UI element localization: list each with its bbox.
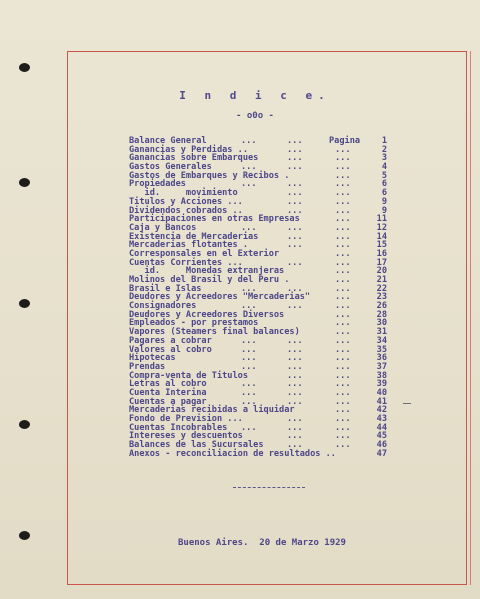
dot-leader: ... xyxy=(335,205,351,216)
dot-leader: ... xyxy=(335,353,351,364)
entry-page-number: 30 xyxy=(376,318,387,329)
dot-leader: ... xyxy=(287,162,303,173)
entry-page-number: 42 xyxy=(376,405,387,416)
entry-page-number: 20 xyxy=(376,266,387,277)
entry-label: Mercaderias recibidas a liquidar xyxy=(129,405,295,416)
dot-leader: ... xyxy=(287,144,303,155)
dot-leader: ... xyxy=(287,179,303,190)
entry-label: Pagares a cobrar xyxy=(129,335,212,346)
binder-hole xyxy=(19,420,30,429)
dot-leader: ... xyxy=(335,361,351,372)
entry-page-number: 9 xyxy=(381,196,387,207)
entry-label: Letras al cobro xyxy=(129,379,207,390)
dot-leader: ... xyxy=(335,266,351,277)
dot-leader: ... xyxy=(335,335,351,346)
entry-label: Compra-venta de Titulos xyxy=(129,370,248,381)
dot-leader: ... xyxy=(287,379,303,390)
entry-label: Dividendos cobrados .. xyxy=(129,205,243,216)
dot-leader: ... xyxy=(287,344,303,355)
entry-page-number: 1 xyxy=(381,136,387,146)
dot-leader: ... xyxy=(335,318,351,329)
binder-hole xyxy=(19,531,30,540)
entry-label: Ganancias sobre Embarques xyxy=(129,153,259,164)
dot-leader: ... xyxy=(335,431,351,442)
page-column-label: Pagina xyxy=(329,136,361,146)
entry-label: Titulos y Acciones ... xyxy=(129,196,243,207)
entry-page-number: 35 xyxy=(376,344,387,355)
dot-leader: ... xyxy=(335,327,351,338)
dot-leader: ... xyxy=(335,309,351,320)
dot-leader: ... xyxy=(335,222,351,233)
dot-leader: ... xyxy=(335,405,351,416)
entry-page-number: 26 xyxy=(376,301,387,312)
dot-leader: ... xyxy=(287,205,303,216)
entry-page-number: 31 xyxy=(376,327,387,338)
entry-page-number: 34 xyxy=(376,335,387,346)
dot-leader: ... xyxy=(335,396,351,407)
dot-leader: ... xyxy=(287,153,303,164)
dot-leader: ... xyxy=(335,275,351,285)
dot-leader: ... xyxy=(241,283,257,294)
dot-leader: ... xyxy=(287,414,303,424)
entry-page-number: 46 xyxy=(376,440,387,451)
dot-leader: ... xyxy=(287,231,303,242)
entry-page-number: 44 xyxy=(376,422,387,433)
dot-leader: ... xyxy=(287,188,303,199)
entry-label: Mercaderias flotantes . xyxy=(129,240,248,251)
dot-leader: ... xyxy=(335,414,351,424)
dot-leader: ... xyxy=(335,240,351,251)
dot-leader: ... xyxy=(241,387,257,398)
dot-leader: ... xyxy=(335,440,351,451)
entry-label: Balances de las Sucursales xyxy=(129,440,264,451)
dot-leader: ... xyxy=(241,353,257,364)
dot-leader: ... xyxy=(241,162,257,173)
entry-page-number: 39 xyxy=(376,379,387,390)
entry-label: Valores al cobro xyxy=(129,344,212,355)
entry-page-number: 12 xyxy=(376,222,387,233)
binder-hole xyxy=(19,178,30,187)
entry-label: id. movimiento xyxy=(129,188,238,199)
entry-label: Vapores (Steamers final balances) xyxy=(129,327,300,338)
entry-label: Participaciones en otras Empresas xyxy=(129,214,300,225)
entry-page-number: 17 xyxy=(376,257,387,268)
separator-line xyxy=(233,487,305,488)
entry-label: Deudores y Acreedores Diversos xyxy=(129,309,285,320)
dot-leader: ... xyxy=(335,257,351,268)
index-entry xyxy=(129,450,387,459)
entry-page-number: 14 xyxy=(376,231,387,242)
entry-page-number: 28 xyxy=(376,309,387,320)
dot-leader: ... xyxy=(335,231,351,242)
entry-page-number: 9 xyxy=(381,205,387,216)
entry-label: Fondo de Prevision ... xyxy=(129,414,243,424)
entry-page-number: 36 xyxy=(376,353,387,364)
dot-leader: ... xyxy=(335,387,351,398)
entry-label: id. Monedas extranjeras xyxy=(129,266,285,277)
dot-leader: ... xyxy=(335,196,351,207)
entry-label: Molinos del Brasil y del Peru . xyxy=(129,275,290,285)
entry-page-number: 6 xyxy=(381,179,387,190)
entry-label: Intereses y descuentos xyxy=(129,431,243,442)
dot-leader: ... xyxy=(287,301,303,312)
dot-leader: ... xyxy=(335,292,351,303)
dot-leader: ... xyxy=(287,222,303,233)
entry-label: Corresponsales en el Exterior xyxy=(129,248,280,259)
entry-label: Deudores y Acreedores "Mercaderias" xyxy=(129,292,311,303)
index-title: I n d i c e. xyxy=(179,89,331,102)
entry-page-number: 38 xyxy=(376,370,387,381)
entry-page-number: 4 xyxy=(381,162,387,173)
dot-leader: ... xyxy=(335,301,351,312)
dot-leader: ... xyxy=(287,335,303,346)
dot-leader: ... xyxy=(335,248,351,259)
dot-leader: ... xyxy=(241,379,257,390)
place-date: Buenos Aires. 20 de Marzo 1929 xyxy=(178,538,346,548)
entry-label: Anexos - reconciliacion de resultados .. xyxy=(129,448,336,459)
dot-leader: ... xyxy=(287,361,303,372)
dot-leader: ... xyxy=(335,283,351,294)
dot-leader: ... xyxy=(287,257,303,268)
dot-leader: ... xyxy=(335,422,351,433)
entry-page-number: 2 xyxy=(381,144,387,155)
index-subtitle: - o0o - xyxy=(236,111,274,121)
entry-page-number: 47 xyxy=(376,448,387,459)
dot-leader: ... xyxy=(287,440,303,451)
dot-leader: ... xyxy=(287,370,303,381)
margin-mark xyxy=(403,403,411,404)
entry-label: Balance General xyxy=(129,136,207,146)
dot-leader: ... xyxy=(335,179,351,190)
dot-leader: ... xyxy=(287,387,303,398)
entry-label: Prendas xyxy=(129,361,166,372)
entry-page-number: 41 xyxy=(376,396,387,407)
entry-page-number: 37 xyxy=(376,361,387,372)
entry-label: Cuentas a pagar xyxy=(129,396,207,407)
entry-page-number: 15 xyxy=(376,240,387,251)
dot-leader: ... xyxy=(335,214,351,225)
entry-page-number: 16 xyxy=(376,248,387,259)
dot-leader: ... xyxy=(335,162,351,173)
dot-leader: ... xyxy=(241,344,257,355)
entry-label: Cuenta Interina xyxy=(129,387,207,398)
entry-label: Existencia de Mercaderias xyxy=(129,231,259,242)
dot-leader: ... xyxy=(335,344,351,355)
entry-page-number: 3 xyxy=(381,153,387,164)
dot-leader: ... xyxy=(335,153,351,164)
index-list xyxy=(129,137,387,458)
entry-label: Gastos de Embarques y Recibos . xyxy=(129,170,290,181)
entry-page-number: 11 xyxy=(376,214,387,225)
dot-leader: ... xyxy=(241,361,257,372)
entry-label: Ganancias y Perdidas .. xyxy=(129,144,248,155)
dot-leader: ... xyxy=(335,370,351,381)
entry-label: Consignadores xyxy=(129,301,197,312)
entry-page-number: 21 xyxy=(376,275,387,285)
entry-label: Cuentas Incobrables xyxy=(129,422,228,433)
entry-page-number: 40 xyxy=(376,387,387,398)
entry-page-number: 43 xyxy=(376,414,387,424)
entry-label: Empleados - por prestamos xyxy=(129,318,259,329)
entry-page-number: 22 xyxy=(376,283,387,294)
binder-hole xyxy=(19,299,30,308)
dot-leader: ... xyxy=(287,240,303,251)
dot-leader: ... xyxy=(241,396,257,407)
dot-leader: ... xyxy=(335,144,351,155)
dot-leader: ... xyxy=(335,379,351,390)
dot-leader: ... xyxy=(287,136,303,146)
dot-leader: ... xyxy=(241,335,257,346)
entry-label: Gastos Generales xyxy=(129,162,212,173)
dot-leader: ... xyxy=(241,136,257,146)
dot-leader: ... xyxy=(241,179,257,190)
dot-leader: ... xyxy=(335,170,351,181)
dot-leader: ... xyxy=(287,422,303,433)
dot-leader: ... xyxy=(241,301,257,312)
entry-label: Propiedades xyxy=(129,179,186,190)
entry-label: Cuentas Corrientes ... xyxy=(129,257,243,268)
page-border-double xyxy=(470,51,471,585)
entry-page-number: 45 xyxy=(376,431,387,442)
dot-leader: ... xyxy=(241,222,257,233)
dot-leader: ... xyxy=(287,396,303,407)
binder-hole xyxy=(19,63,30,72)
dot-leader: ... xyxy=(287,283,303,294)
dot-leader: ... xyxy=(241,422,257,433)
dot-leader: ... xyxy=(287,353,303,364)
entry-label: Hipotecas xyxy=(129,353,176,364)
dot-leader: ... xyxy=(287,196,303,207)
entry-label: Brasil e Islas xyxy=(129,283,202,294)
entry-page-number: 23 xyxy=(376,292,387,303)
dot-leader: ... xyxy=(335,188,351,199)
entry-page-number: 5 xyxy=(381,170,387,181)
entry-label: Caja y Bancos xyxy=(129,222,197,233)
entry-page-number: 6 xyxy=(381,188,387,199)
dot-leader: ... xyxy=(287,431,303,442)
